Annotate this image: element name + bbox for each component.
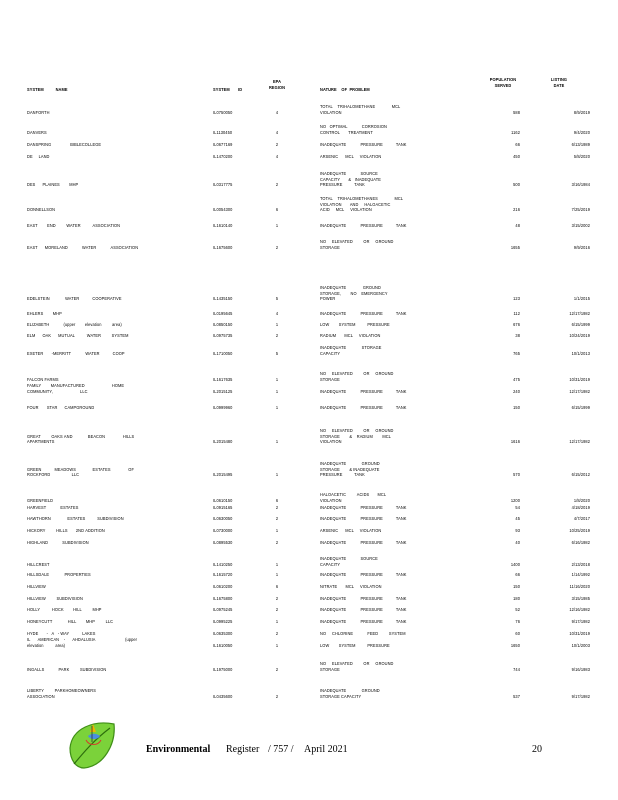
system-id-cell: IL0630050 [213,516,233,521]
system-name-cell: HILLVIEW SUBDIVISION [27,596,83,601]
listing-date-cell: 1/1/2015 [573,296,590,302]
system-name-cell: DANSPRING BIBLECOLLEGE [27,142,102,147]
epa-region-cell: 1 [275,322,279,327]
listing-date-cell: 4/18/2019 [571,505,590,510]
problem-cell: NO CHLORINE FEED SYSTEM [320,631,406,636]
listing-date-cell: 5/8/2020 [573,154,590,159]
header-system-name: SYSTEM NAME [27,87,68,92]
system-name-cell: EAST END WATER ASSOCIATION [27,223,121,228]
listing-date-cell: 3/16/1984 [571,182,590,188]
population-cell: 112 [513,311,520,316]
system-id-cell: IL0895530 [213,540,233,545]
system-name-cell: DE LAND [27,154,50,159]
epa-region-cell: 2 [275,596,279,601]
system-id-cell: IL0054300 [213,207,233,213]
epa-region-cell: 1 [275,389,279,394]
listing-date-cell: 12/17/1982 [569,439,590,445]
epa-region-cell: 1 [275,405,279,410]
problem-cell: INADEQUATE SOURCE CAPACITY & INADEQUATE PRESSURE TANK [320,171,381,188]
problem-cell: RADIUM MCL VIOLATION [320,333,381,338]
problem-cell: INADEQUATE PRESSURE TANK [320,505,407,510]
problem-cell: NO OPTIMAL CORROSION CONTROL TREATMENT [320,124,387,135]
problem-cell: INADEQUATE GROUND STORAGE & INADEQUATE PRESSURE TANK [320,461,380,478]
listing-date-cell: 10/1/2003 [571,643,590,648]
system-name-cell: HICKORY HILLS 2ND ADDITION [27,528,105,533]
population-cell: 1400 [510,561,520,567]
listing-date-cell: 7/25/2019 [571,207,590,213]
footer-issue: / 757 / [268,744,294,755]
population-cell: 570 [513,472,520,478]
system-name-cell: HYDE - A - WAY LAKES [27,631,96,636]
system-id-cell: IL1410250 [213,561,233,567]
system-name-cell: EHLERS MHP [27,311,62,316]
system-id-cell: IL0995225 [213,619,233,624]
listing-date-cell: 10/25/2019 [569,528,590,533]
header-nature-of-problem: NATURE OF PROBLEM [320,87,370,92]
system-name-cell: DES PLAINES MHP [27,182,79,188]
system-id-cell: IL0975735 [213,333,233,338]
system-name-cell: HIGHLAND SUBDIVISION [27,540,89,545]
listing-date-cell: 6/15/1999 [571,322,590,327]
listing-date-cell: 3/15/1985 [571,596,590,601]
system-name-cell: HONEYCUTT HILL MHP LLC [27,619,114,624]
problem-cell: NO ELEVATED OR GROUND STORAGE & RADIUM MCL VIOLATION [320,428,394,445]
population-cell: 48 [515,223,520,228]
problem-cell: NITRATE MCL VIOLATION [320,584,382,589]
system-id-cell: IL1130450 [213,129,233,135]
footer-month-year: April 2021 [304,744,348,755]
problem-cell: INADEQUATE GROUND STORAGE, NO EMERGENCY POWER [320,285,388,302]
system-id-cell: IL0317775 [213,182,233,188]
problem-cell: HALOACETIC ACIDS MCL VIOLATION [320,492,387,503]
system-id-cell: IL1615720 [213,572,233,577]
problem-cell: TOTAL TRIHALOMETHANES MCL VIOLATION AND HALOACETIC ACID MCL VIOLATION [320,196,404,213]
system-name-cell: HAWTHORN ESTATES SUBDIVISION [27,516,124,521]
population-cell: 1616 [510,439,520,445]
problem-cell: INADEQUATE GROUND STORAGE CAPACITY [320,688,380,699]
system-id-cell: IL2015125 [213,389,233,394]
epa-region-cell: 5 [275,350,279,356]
population-cell: 54 [515,505,520,510]
population-cell: 93 [515,528,520,533]
problem-cell: TOTAL TRIHALOMETHANE MCL VIOLATION [320,104,401,115]
system-id-cell: IL0915165 [213,505,233,510]
epa-region-cell: 1 [275,223,279,228]
epa-region-cell: 2 [275,540,279,545]
listing-date-cell: 6/16/1982 [571,540,590,545]
population-cell: 76 [515,619,520,624]
listing-date-cell: 6/15/2012 [571,472,590,478]
system-id-cell: IL0750050 [213,109,233,115]
system-name-cell: FALCON FARMS [27,376,59,382]
population-cell: 1162 [511,129,520,135]
listing-date-cell: 1/8/2020 [573,497,590,503]
system-id-cell: IL0730000 [213,528,233,533]
listing-date-cell: 6/13/1989 [571,142,590,147]
problem-cell: INADEQUATE PRESSURE TANK [320,572,407,577]
system-name-cell: GREENFIELD [27,497,54,503]
epa-region-cell: 1 [275,472,279,478]
system-name-cell: LIBERTY PARKHOMEOWNERS ASSOCIATION [27,688,96,699]
population-cell: 676 [513,322,520,327]
population-cell: 180 [513,596,520,601]
problem-cell: INADEQUATE PRESSURE TANK [320,405,407,410]
listing-date-cell: 1/14/1992 [571,572,590,577]
listing-date-cell: 2/13/2018 [571,561,590,567]
listing-date-cell: 8/9/2019 [573,109,590,115]
page-footer [0,744,618,764]
problem-cell: INADEQUATE PRESSURE TANK [320,540,407,545]
listing-date-cell: 9/17/1982 [571,693,590,699]
system-name-cell: EAST MORELAND WATER ASSOCIATION [27,244,139,250]
epa-region-cell: 4 [275,129,279,135]
system-name-cell: ELM OAK MUTUAL WATER SYSTEM [27,333,129,338]
problem-cell: INADEQUATE PRESSURE TANK [320,389,407,394]
system-name-cell: DONNELLSON [27,207,56,213]
population-cell: 66 [515,572,520,577]
population-cell: 500 [513,182,520,188]
population-cell: 216 [513,207,520,213]
listing-date-cell: 10/24/2019 [569,333,590,338]
system-id-cell: IL2015480 [213,439,233,445]
problem-cell: NO ELEVATED OR GROUND STORAGE [320,371,394,382]
epa-region-cell: 1 [275,528,279,533]
header-population-served: POPULATION SERVED [489,77,517,88]
system-name-cell: FOUR STAR CAMPGROUND [27,405,95,410]
system-id-cell: IL1610050 [213,643,233,648]
listing-date-cell: 3/15/2002 [571,223,590,228]
epa-region-cell: 4 [275,109,279,115]
epa-region-cell: 6 [275,207,279,213]
problem-cell: INADEQUATE PRESSURE TANK [320,142,407,147]
listing-date-cell: 9/17/1982 [571,619,590,624]
system-id-cell: IL0975245 [213,607,233,612]
population-cell: 450 [513,154,520,159]
epa-region-cell: 2 [275,631,279,636]
system-name-cell: HILLSDALE PROPERTIES [27,572,91,577]
epa-region-cell: 1 [275,439,279,445]
epa-region-cell: 2 [275,516,279,521]
problem-cell: INADEQUATE STORAGE CAPACITY [320,345,382,356]
population-cell: 66 [515,142,520,147]
epa-region-cell: 4 [275,311,279,316]
footer-register: Register [226,744,260,755]
epa-region-cell: 2 [275,244,279,250]
system-id-cell: IL0610200 [213,584,233,589]
system-id-cell: IL1710050 [213,350,233,356]
system-name-cell: EDELSTEIN WATER COOPERATIVE [27,296,122,302]
system-name-cell: HARVEST ESTATES [27,505,79,510]
problem-cell: INADEQUATE PRESSURE TANK [320,311,407,316]
epa-region-cell: 6 [275,584,279,589]
system-name-cell: FAMILY MANUFACTURED HOME COMMUNITY, LLC [27,383,125,394]
problem-cell: LOW SYSTEM PRESSURE [320,643,390,648]
system-name-cell: DANFORTH [27,109,50,115]
system-id-cell: IL1975000 [213,666,233,672]
problem-cell: INADEQUATE PRESSURE TANK [320,516,407,521]
epa-region-cell: 4 [275,154,279,159]
epa-region-cell: 5 [275,296,279,302]
listing-date-cell: 10/1/2013 [571,350,590,356]
system-id-cell: IL0999960 [213,405,233,410]
system-id-cell: IL0610150 [213,497,233,503]
epa-region-cell: 2 [275,693,279,699]
population-cell: 765 [513,350,520,356]
population-cell: 52 [515,607,520,612]
problem-cell: ARSENIC MCL VIOLATION [320,528,382,533]
epa-region-cell: 2 [275,182,279,188]
population-cell: 1655 [510,244,520,250]
system-id-cell: IL0195645 [213,311,233,316]
system-name-cell: GREEN MEADOWS ESTATES OF ROCKFORD LLC [27,466,134,478]
population-cell: 1200 [510,497,520,503]
system-id-cell: IL0677169 [213,142,233,147]
system-id-cell: IL1675800 [213,596,233,601]
population-cell: 744 [513,666,520,672]
problem-cell: ARSENIC MCL VIOLATION [320,154,382,159]
listing-date-cell: 9/4/2020 [573,129,590,135]
listing-date-cell: 9/16/1983 [571,666,590,672]
system-name-cell: INGALLS PARK SUBDIVISION [27,666,107,672]
system-name-cell: GREAT OAKS AND BEACON HILLS APARTMENTS [27,433,135,445]
system-name-cell: HILLVIEW [27,584,46,589]
footer-page-number: 20 [532,744,542,755]
population-cell: 60 [515,631,520,636]
header-listing-date: LISTING DATE [550,77,568,88]
problem-cell: INADEQUATE PRESSURE TANK [320,223,407,228]
header-system-id: SYSTEM ID [213,87,243,92]
problem-cell: LOW SYSTEM PRESSURE [320,322,390,327]
population-cell: 1650 [510,643,520,648]
system-id-cell: IL1470200 [213,154,233,159]
listing-date-cell: 10/31/2019 [569,376,590,382]
epa-region-cell: 2 [275,607,279,612]
system-name-cell: IL AMERICAN - AHDALUSIA (upper elevation area) [27,637,138,648]
system-id-cell: IL1617635 [213,376,233,382]
system-name-cell: HOLLY HOCK HILL MHP [27,607,102,612]
epa-region-cell: 2 [275,333,279,338]
listing-date-cell: 11/16/2020 [569,584,590,589]
footer-publication: Environmental [146,744,211,755]
epa-region-cell: 2 [275,142,279,147]
epa-region-cell: 1 [275,572,279,577]
system-id-cell: IL1435150 [213,296,233,302]
system-id-cell: IL0435600 [213,693,233,699]
problem-cell: INADEQUATE PRESSURE TANK [320,619,407,624]
epa-region-cell: 1 [275,643,279,648]
system-name-cell: HILLCREST [27,561,50,567]
system-id-cell: IL1675600 [213,244,233,250]
system-name-cell: DANVERS [27,129,47,135]
population-cell: 588 [513,109,520,115]
population-cell: 38 [515,333,520,338]
population-cell: 537 [513,693,520,699]
population-cell: 240 [513,389,520,394]
problem-cell: INADEQUATE SOURCE CAPACITY [320,556,378,567]
system-id-cell: IL2015495 [213,472,233,478]
system-id-cell: IL0850150 [213,322,233,327]
listing-date-cell: 9/9/2016 [573,244,590,250]
epa-region-cell: 6 [275,497,279,503]
epa-region-cell: 1 [275,561,279,567]
listing-date-cell: 10/31/2019 [569,631,590,636]
population-cell: 123 [513,296,520,302]
system-id-cell: IL0635300 [213,631,233,636]
population-cell: 40 [515,540,520,545]
epa-region-cell: 1 [275,376,279,382]
population-cell: 150 [513,584,520,589]
system-name-cell: ELIZABETH (upper elevation area) [27,322,122,327]
problem-cell: INADEQUATE PRESSURE TANK [320,596,407,601]
system-name-cell: EXETER -MERRITT WATER COOP [27,350,125,356]
header-epa-region: EPA REGION [268,79,286,90]
population-cell: 475 [513,376,520,382]
listing-date-cell: 12/17/1982 [569,311,590,316]
epa-region-cell: 2 [275,666,279,672]
listing-date-cell: 12/17/1982 [569,389,590,394]
system-id-cell: IL1610140 [213,223,233,228]
listing-date-cell: 12/16/1982 [569,607,590,612]
listing-date-cell: 6/15/1999 [571,405,590,410]
population-cell: 150 [513,405,520,410]
epa-region-cell: 1 [275,619,279,624]
population-cell: 45 [515,516,520,521]
problem-cell: INADEQUATE PRESSURE TANK [320,607,407,612]
epa-region-cell: 2 [275,505,279,510]
problem-cell: NO ELEVATED OR GROUND STORAGE [320,239,394,250]
problem-cell: NO ELEVATED OR GROUND STORAGE [320,661,394,672]
listing-date-cell: 4/7/2017 [573,516,590,521]
